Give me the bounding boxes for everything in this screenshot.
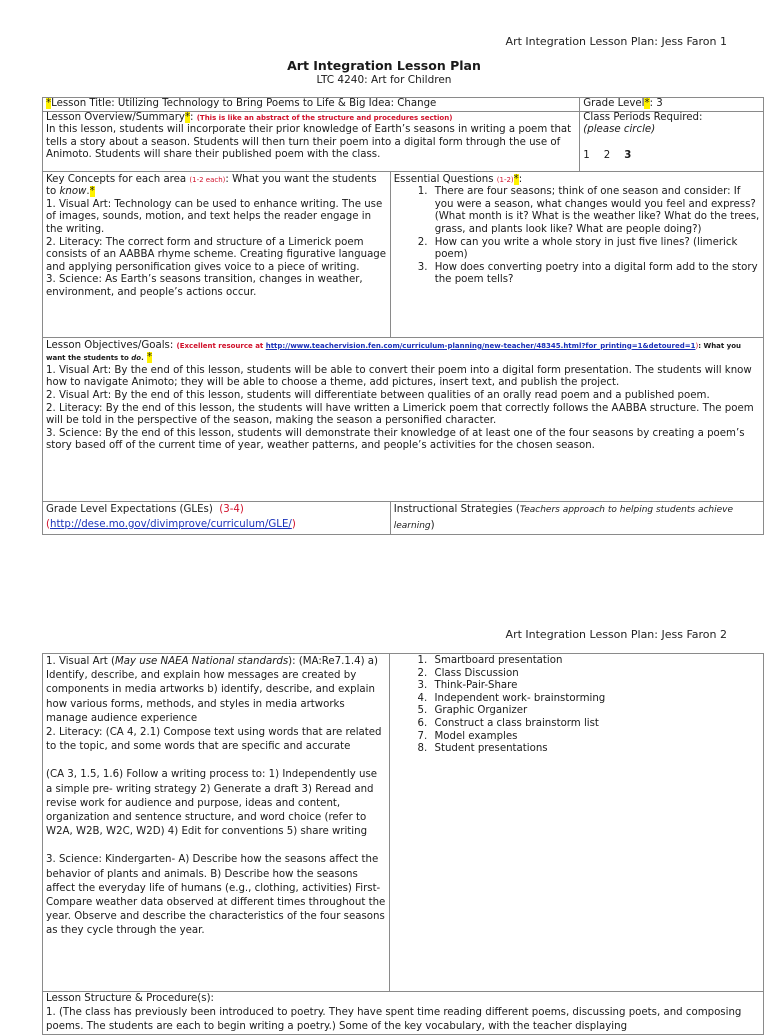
page-header-2: Art Integration Lesson Plan: Jess Faron 2 (505, 628, 727, 641)
overview-text: In this lesson, students will incorporate their prior knowledge of Earth’s seasons in writing a poem that tells a story about a season. Students will then turn their poem into a digital form through the use of Animoto. Students will share their published poem with the class. (46, 124, 572, 161)
instructional-strategies-cell (390, 501, 763, 534)
standard-science: 3. Science: Kindergarten- A) Describe how the seasons affect the behavior of plants and animals. B) Describe how the seasons affect the everyday life of humans (e.g., clothing, activities) First- Compare weather data observed at different times throughout the year. Observe and describe the characteristics of the four seasons as they cycle through the year. (46, 854, 386, 937)
gles-grades: (3-4) (219, 503, 244, 515)
overview-cell (43, 111, 580, 171)
essential-question-item: 3. How does converting poetry into a digital form add to the story the poem tells? (431, 262, 760, 287)
lesson-plan-table-page2 (42, 653, 764, 1035)
objective-item: 2. Literacy: By the end of this lesson, the students will have written a Limerick poem that correctly follows the AABBA structure. The poem will be told in the perspective of the season, making the season a personified character. (46, 402, 754, 427)
essential-questions-list (394, 186, 760, 287)
class-periods-options (583, 150, 760, 163)
required-star: * (89, 186, 95, 198)
colon: : (518, 173, 523, 185)
document-subtitle: LTC 4240: Art for Children (316, 74, 452, 86)
key-concepts-cell (43, 171, 391, 337)
standard-note: May use NAEA National standards (114, 656, 289, 667)
period-option-3-selected[interactable]: 3 (624, 149, 632, 161)
required-star: * (513, 173, 519, 185)
required-star: * (147, 352, 153, 364)
objectives-note-prefix: (Excellent resource at (176, 341, 266, 350)
grade-level-cell (580, 98, 764, 112)
strategy-item: 2. Class Discussion (430, 668, 760, 681)
strategies-cell (390, 654, 764, 992)
period-option-2[interactable]: 2 (603, 149, 611, 161)
strategy-item: 7. Model examples (430, 731, 760, 744)
procedure-cell (43, 992, 764, 1035)
paren: ( (46, 518, 50, 530)
standard-literacy: 2. Literacy: (CA 4, 2.1) Compose text using words that are related to the topic, and some words that are specific and accurate (46, 727, 382, 753)
procedure-item: 1. (The class has previously been introduced to poetry. They have spent time reading different poems, discussing poets, and composing poems. The students are each to begin writing a poetry.) Some of the key vocabulary, with the teacher displaying (46, 1007, 742, 1032)
lesson-title: Lesson Title: Utilizing Technology to Bring Poems to Life & Big Idea: Change (51, 98, 437, 109)
required-star: * (46, 98, 52, 109)
page-header-1: Art Integration Lesson Plan: Jess Faron 1 (505, 35, 727, 48)
objective-item: 1. Visual Art: By the end of this lesson, students will be able to convert their poem into a digital form presentation. The students will know how to navigate Animoto; they will be able to choose a theme, add pictures, insert text, and publish the project. (46, 364, 752, 389)
objectives-cell (43, 337, 764, 501)
objective-item: 3. Science: By the end of this lesson, students will demonstrate their knowledge of at least one of the four seasons by creating a poem’s story based off of the current time of year, weather patterns, and people’s activities for the chosen season. (46, 427, 745, 452)
required-star: * (644, 98, 650, 109)
do-emphasis: do (131, 354, 142, 363)
paren: ) (430, 519, 435, 531)
required-star: * (184, 111, 191, 123)
strategy-item: 6. Construct a class brainstorm list (430, 718, 760, 731)
period-option-1[interactable]: 1 (583, 149, 590, 161)
strategy-item: 1. Smartboard presentation (430, 655, 760, 668)
grade-level-value: : 3 (649, 98, 663, 109)
strategy-item: 3. Think-Pair-Share (430, 680, 760, 693)
standards-cell (43, 654, 390, 992)
key-concepts-label: Key Concepts for each area (46, 173, 190, 185)
strategy-item: 5. Graphic Organizer (430, 705, 760, 718)
essential-question-item: 2. How can you write a whole story in just five lines? (limerick poem) (431, 237, 760, 262)
class-periods-note: (please circle) (583, 124, 656, 136)
objective-item: 2. Visual Art: By the end of this lesson, students will differentiate between qualities of an orally read poem and a published poem. (46, 389, 710, 401)
class-periods-cell (580, 111, 764, 171)
objectives-label: Lesson Objectives/Goals: (46, 339, 177, 351)
key-concept-item: 3. Science: As Earth’s seasons transition, changes in weather, environment, and people’s actions occur. (46, 274, 363, 298)
key-concept-item: 2. Literacy: The correct form and structure of a Limerick poem consists of an AABBA rhyme scheme. Creating figurative language and applying personification gives voice to a piece of writing. (46, 236, 387, 273)
know-emphasis: know (59, 186, 87, 198)
lesson-title-cell (43, 98, 580, 112)
instructional-strategies-label: Instructional Strategies ( (393, 503, 520, 515)
paren: ) (291, 518, 296, 530)
standard-prefix: 1. Visual Art ( (46, 656, 115, 667)
standard-visual-art (46, 655, 386, 726)
essential-question-item: 1. There are four seasons; think of one season and consider: If you were a season, what changes would you feel and express? (What month is it? What is the weather like? What do the trees, grass, and plants look like? What are people doing?) (431, 186, 760, 236)
overview-label: Lesson Overview/Summary (46, 111, 185, 123)
essential-questions-label: Essential Questions (393, 173, 497, 185)
overview-note: (This is like an abstract of the structure and procedures section) (196, 113, 453, 122)
key-concepts-label-cont: : What you want the students to (46, 173, 377, 198)
standard-writing-process: (CA 3, 1.5, 1.6) Follow a writing process to: 1) Independently use a simple pre- writing strategy 2) Generate a draft 3) Reread and revise work for audience and purpose, ideas and content, organization and sentence structure, and word choice (refer to W2A, W2B, W2C, W2D) 4) Edit for conventions 5) share writing (46, 769, 378, 838)
procedure-label: Lesson Structure & Procedure(s): (46, 993, 214, 1004)
lesson-plan-table-page1 (42, 97, 764, 535)
gles-link[interactable]: http://dese.mo.gov/divimprove/curriculum/GLE/ (49, 518, 292, 530)
gles-label: Grade Level Expectations (GLEs) (46, 503, 213, 515)
key-concepts-note: (1-2 each) (189, 175, 226, 184)
period: . (141, 354, 144, 363)
title-block (0, 58, 768, 87)
colon: : (190, 111, 194, 123)
strategies-list (393, 655, 760, 756)
gles-cell (43, 501, 391, 534)
strategy-item: 8. Student presentations (430, 743, 760, 756)
teachervision-link[interactable]: http://www.teachervision.fen.com/curriculum-planning/new-teacher/48345.html?for_printing=1&detoured=1 (265, 341, 696, 350)
strategy-item: 4. Independent work- brainstorming (430, 693, 760, 706)
objectives-label-cont: : What you want the students to (46, 341, 742, 363)
class-periods-label: Class Periods Required: (583, 111, 703, 123)
essential-questions-cell (390, 171, 763, 337)
objectives-note-suffix: ) (695, 341, 699, 350)
key-concept-item: 1. Visual Art: Technology can be used to enhance writing. The use of images, sounds, motion, and text helps the reader engage in the writing. (46, 198, 383, 235)
grade-level-label: Grade Level (583, 98, 645, 109)
essential-questions-note: (1-2) (496, 175, 514, 184)
instructional-strategies-note: Teachers approach to helping students achieve learning (393, 504, 734, 531)
standard-text: ): (MA:Re7.1.4) a) Identify, describe, and explain how messages are created by components in media artworks b) identify, describe, and explain how various forms, methods, and styles in media artworks manage audience experience (46, 656, 379, 724)
document-title: Art Integration Lesson Plan (287, 58, 481, 73)
period: . (86, 186, 90, 198)
